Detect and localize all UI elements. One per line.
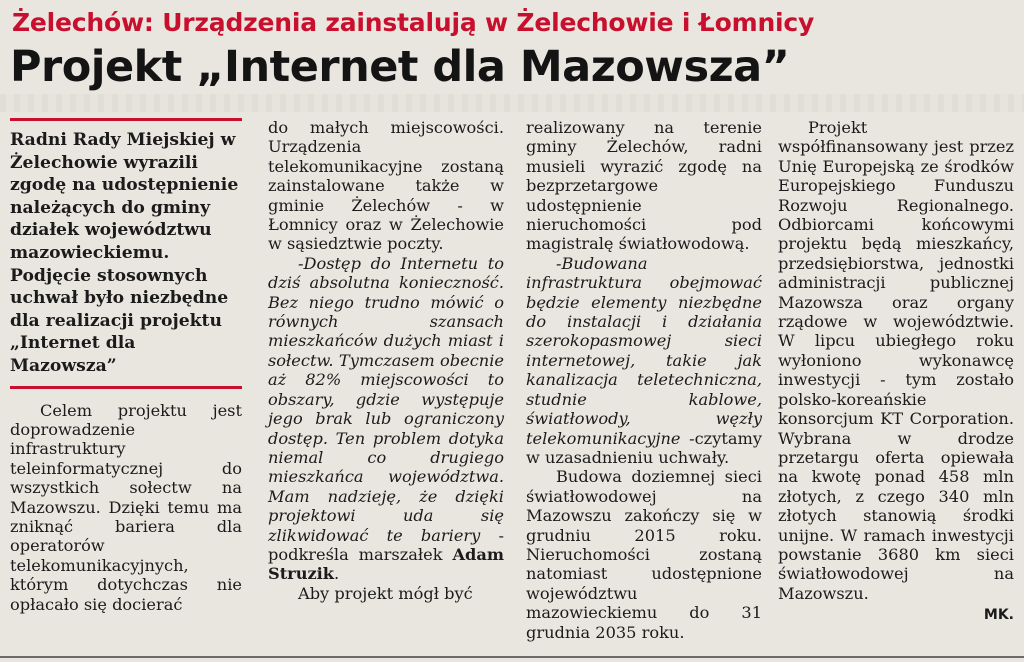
column-3-paragraph-3: Budowa doziemnej sieci światłowodowej na Mazowszu zakończy się w grudniu 2015 roku. Nieruchomości zostaną natomiast udostępnione województwu mazowieckiemu do 31 grudnia 2035 roku. xyxy=(526,467,762,642)
column-2 xyxy=(268,118,504,603)
article-kicker: Żelechów: Urządzenia zainstalują w Żelechowie i Łomnicy xyxy=(12,8,815,37)
quote-attribution-post: . xyxy=(334,564,340,584)
column-4 xyxy=(778,118,1014,626)
column-3-quote-paragraph xyxy=(526,254,762,467)
resolution-quote: -Budowana infrastruktura obejmować będzie elementy niezbędne do instalacji i działania szerokopasmowej sieci internetowej, takie jak kanalizacja teletechniczna, studnie kablowe, światłowody, węzły telekomunikacyjne xyxy=(526,253,762,448)
column-2-quote-paragraph xyxy=(268,254,504,584)
print-bleed-band xyxy=(0,94,1024,112)
lead-top-rule xyxy=(10,118,242,121)
article-headline: Projekt „Internet dla Mazowsza” xyxy=(10,42,790,92)
page-bottom-rule xyxy=(0,656,1024,658)
resolution-attribution: -czytamy w uzasadnieniu uchwały. xyxy=(526,428,762,467)
author-signature: MK. xyxy=(983,607,1014,624)
article-lead: Radni Rady Miejskiej w Żelechowie wyrazili zgodę na udostępnienie należących do gminy działek województwu mazowieckiemu. Podjęcie stosownych uchwał było niezbędne dla realizacji projektu „Internet dla Mazowsza” xyxy=(10,130,239,376)
column-1-paragraph: Celem projektu jest doprowadzenie infrastruktury teleinformatycznej do wszystkich sołectw na Mazowszu. Dzięki temu ma zniknąć bariera dla operatorów telekomunikacyjnych, którym dotychczas nie opłacało się docierać xyxy=(10,400,242,614)
column-4-paragraph: Projekt współfinansowany jest przez Unię Europejską ze środków Europejskiego Funduszu Rozwoju Regionalnego. Odbiorcami końcowymi projektu będą mieszkańcy, przedsiębiorstwa, jednostki administracji publicznej Mazowsza oraz organy rządowe w województwie. W lipcu ubiegłego roku wyłoniono wykonawcę inwestycji - tym zostało polsko-koreańskie konsorcjum KT Corporation. Wybrana w drodze przetargu oferta opiewała na kwotę ponad 458 mln złotych, z czego 340 mln złotych stanowią środki unijne. W ramach inwestycji powstanie 3680 km sieci światłowodowej na Mazowszu. xyxy=(778,118,1014,603)
column-2-paragraph-3: Aby projekt mógł być xyxy=(298,583,473,603)
quote-author: Adam Struzik xyxy=(268,544,504,584)
marshal-quote: -Dostęp do Internetu to dziś absolutna konieczność. Bez niego trudno mówić o równych szansach mieszkańców dużych miast i sołectw. Tymczasem obecnie aż 82% miejscowości to obszary, gdzie występuje jego brak lub ograniczony dostęp. Ten problem dotyka niemal co drugiego mieszkańca województwa. Mam nadzieję, że dzięki projektowi uda się zlikwidować te bariery xyxy=(268,253,504,545)
column-3 xyxy=(526,118,762,642)
quote-attribution-pre: -podkreśla marszałek xyxy=(268,525,504,564)
column-1 xyxy=(10,118,242,614)
column-2-paragraph-1: do małych miejscowości. Urządzenia telekomunikacyjne zostaną zainstalowane także w gminie Żelechów - w Łomnicy oraz w Żelechowie w sąsiedztwie poczty. xyxy=(268,118,504,254)
lead-bottom-rule xyxy=(10,386,242,389)
column-3-paragraph-1: realizowany na terenie gminy Żelechów, radni musieli wyrazić zgodę na bezprzetargowe udostępnienie nieruchomości pod magistralę światłowodową. xyxy=(526,118,762,254)
